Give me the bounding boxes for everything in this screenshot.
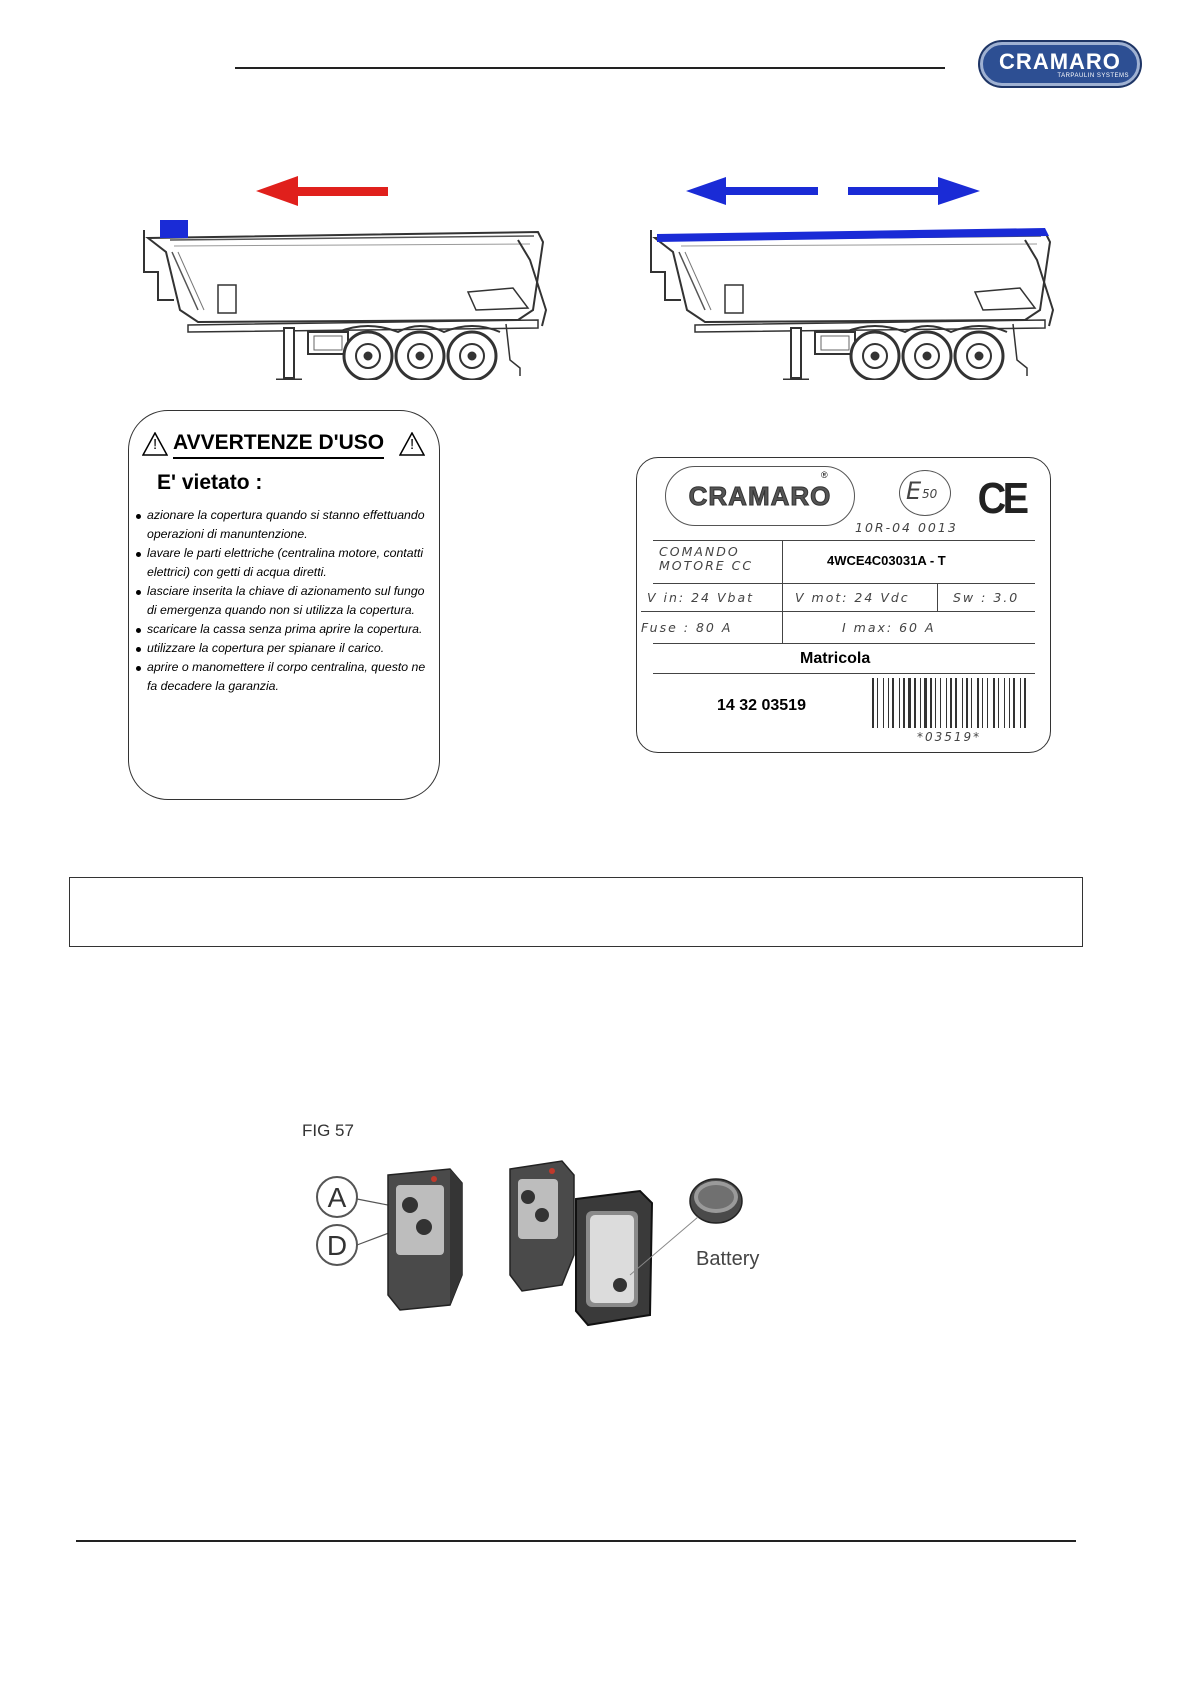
approval-number: 10R-04 0013 [855, 520, 958, 535]
footer-rule [76, 1540, 1076, 1542]
list-item: utilizzare la copertura per spianare il carico. [135, 639, 435, 658]
warning-list [135, 506, 435, 696]
barcode-bar [1024, 678, 1026, 728]
list-item: scaricare la cassa senza prima aprire la copertura. [135, 620, 435, 639]
remote-control-open [510, 1161, 652, 1325]
barcode-bar [930, 678, 932, 728]
comando-line1: COMANDO [659, 544, 740, 559]
barcode-bar [892, 678, 894, 728]
figure-label: FIG 57 [302, 1121, 354, 1140]
list-item: lasciare inserita la chiave di azionamento sul fungo di emergenza quando non si utilizza la copertura. [135, 582, 435, 620]
barcode-bar [955, 678, 957, 728]
battery-icon [690, 1179, 742, 1223]
barcode-bar [914, 678, 916, 728]
remote-control [388, 1169, 462, 1310]
comando-line2: MOTORE CC [659, 558, 754, 573]
barcode-bar [877, 678, 878, 728]
motor-unit-highlight [160, 220, 188, 238]
barcode-bar [1009, 678, 1010, 728]
barcode [870, 678, 1030, 728]
barcode-bar [908, 678, 911, 728]
warning-mark-left: ! [153, 436, 158, 453]
barcode-bar [977, 678, 979, 728]
barcode-bar [888, 678, 889, 728]
callout-d: D [326, 1230, 348, 1261]
barcode-bar [1020, 678, 1021, 728]
barcode-bar [1013, 678, 1015, 728]
ce-mark: CE [977, 474, 1026, 523]
barcode-bar [998, 678, 999, 728]
barcode-bar [962, 678, 963, 728]
list-item: azionare la copertura quando si stanno effettuando operazioni di manuntenzione. [135, 506, 435, 544]
note-box [69, 877, 1083, 947]
plate-logo-text: CRAMARO [688, 481, 832, 511]
registered-mark: ® [821, 470, 828, 480]
barcode-bar [946, 678, 947, 728]
spec-plate [636, 457, 1051, 753]
barcode-bar [903, 678, 905, 728]
fuse-rating: Fuse : 80 A [641, 620, 733, 635]
barcode-bar [993, 678, 995, 728]
i-max: I max: 60 A [842, 620, 936, 635]
e-mark [899, 470, 951, 516]
v-mot: V mot: 24 Vdc [795, 590, 910, 605]
serial-number: 14 32 03519 [717, 697, 806, 714]
barcode-bar [872, 678, 874, 728]
open-close-arrows [686, 177, 980, 205]
remote-control-figure [300, 1155, 800, 1335]
list-item: lavare le parti elettriche (centralina motore, contatti elettrici) con getti di acqua diretti. [135, 544, 435, 582]
battery-label: Battery [696, 1248, 760, 1270]
barcode-bar [982, 678, 983, 728]
list-item: aprire o manomettere il corpo centralina, questo ne fa decadere la garanzia. [135, 658, 435, 696]
warning-subtitle: E' vietato : [157, 471, 263, 494]
warning-label [128, 410, 440, 800]
barcode-bar [920, 678, 921, 728]
callout-a: A [327, 1182, 347, 1213]
barcode-bar [966, 678, 968, 728]
barcode-text: *03519* [917, 730, 982, 744]
warning-mark-right: ! [410, 436, 415, 453]
model-code: 4WCE4C03031A - T [827, 553, 946, 568]
v-in: V in: 24 Vbat [647, 590, 755, 605]
barcode-bar [940, 678, 941, 728]
close-direction-arrow [256, 176, 388, 206]
matricola-label: Matricola [800, 650, 871, 667]
trailer-illustrations [0, 160, 1191, 380]
logo-text: CRAMARO [999, 49, 1121, 74]
barcode-bar [971, 678, 972, 728]
barcode-bar [987, 678, 988, 728]
barcode-bar [883, 678, 884, 728]
barcode-bar [924, 678, 927, 728]
cramaro-logo [980, 42, 1140, 86]
barcode-bar [935, 678, 936, 728]
logo-subtext: TARPAULIN SYSTEMS [1057, 73, 1129, 79]
e-mark-letter: E [906, 477, 922, 505]
warning-title: AVVERTENZE D'USO [173, 431, 384, 459]
barcode-bar [1004, 678, 1005, 728]
barcode-bar [899, 678, 900, 728]
e-mark-number: 50 [922, 487, 938, 501]
barcode-bar [950, 678, 952, 728]
sw-version: Sw : 3.0 [953, 590, 1020, 605]
header-rule [235, 67, 945, 69]
